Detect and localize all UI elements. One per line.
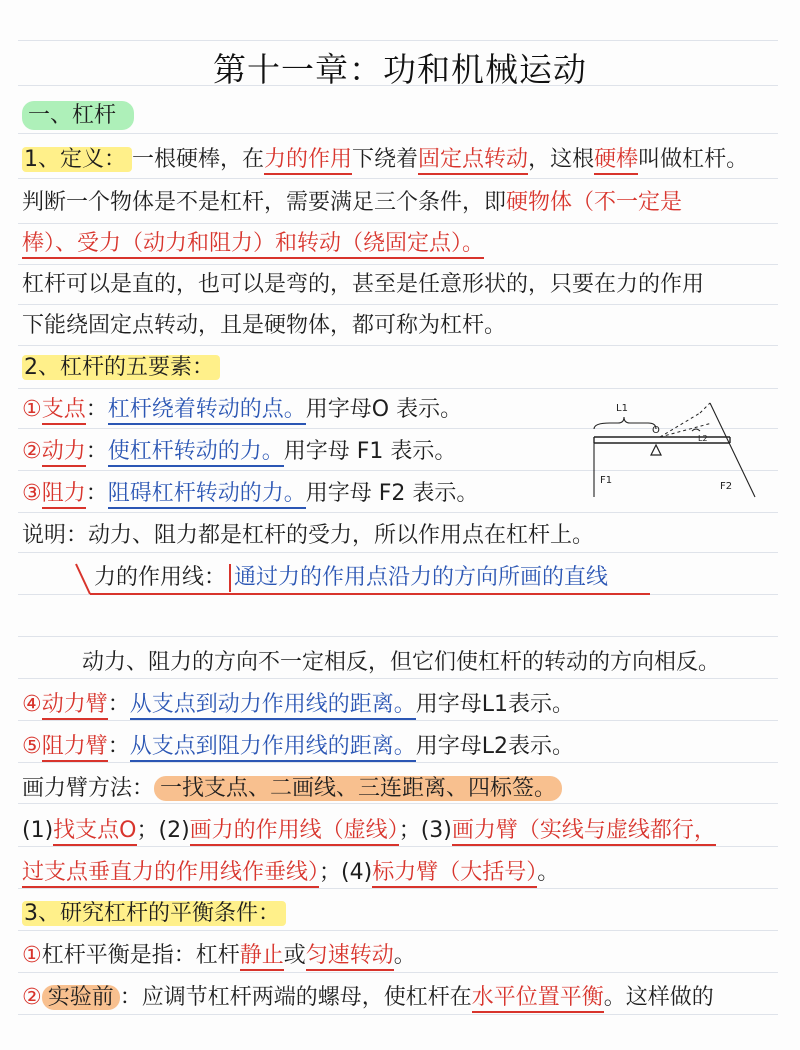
shape-line-2: 下能绕固定点转动，且是硬物体，都可称为杠杆。 xyxy=(22,313,507,338)
method-steps-line-2: 过支点垂直力的作用线作垂线）；(4)标力臂（大括号）。 xyxy=(22,858,559,888)
shape-line-1: 杠杆可以是直的，也可以是弯的，甚至是任意形状的，只要在力的作用 xyxy=(22,272,705,297)
action-line-definition: 力的作用线： 通过力的作用点沿力的方向所画的直线 xyxy=(94,565,609,590)
element-effort-arm: ④动力臂：从支点到动力作用线的距离。用字母L1表示。 xyxy=(22,690,574,720)
lever-diagram xyxy=(580,393,770,503)
conditions-line-1: 判断一个物体是不是杠杆，需要满足三个条件，即硬物体（不一定是 xyxy=(22,190,683,215)
element-fulcrum: ①支点：杠杆绕着转动的点。用字母O 表示。 xyxy=(22,395,462,425)
balance-definition: ①杠杆平衡是指：杠杆静止或匀速转动。 xyxy=(22,941,416,971)
label-O: O xyxy=(652,425,660,436)
label-L2: L2 xyxy=(698,434,708,443)
label-L1: L1 xyxy=(616,403,628,414)
section1-heading: 一、杠杆 xyxy=(22,101,134,131)
element-effort: ②动力：使杠杆转动的力。用字母 F1 表示。 xyxy=(22,437,456,467)
label-F1: F1 xyxy=(600,475,613,486)
method-line: 画力臂方法： 一找支点、二画线、三连距离、四标签。 xyxy=(22,774,562,804)
section3-heading: 3、研究杠杆的平衡条件： xyxy=(22,899,286,929)
conditions-line-2: 棒）、受力（动力和阻力）和转动（绕固定点）。 xyxy=(22,229,484,259)
page-title: 第十一章：功和机械运动 xyxy=(213,50,587,89)
explanation-line: 说明：动力、阻力都是杠杆的受力，所以作用点在杠杆上。 xyxy=(22,523,595,548)
label-F2: F2 xyxy=(720,481,733,492)
experiment-prep: ② 实验前 ：应调节杠杆两端的螺母，使杠杆在水平位置平衡。这样做的 xyxy=(22,983,714,1013)
direction-line: 动力、阻力的方向不一定相反，但它们使杠杆的转动的方向相反。 xyxy=(82,650,721,675)
element-resistance: ③阻力：阻碍杠杆转动的力。用字母 F2 表示。 xyxy=(22,479,478,509)
section2-heading: 2、杠杆的五要素： xyxy=(22,353,220,383)
definition-line: 1、定义： 一根硬棒，在力的作用下绕着固定点转动，这根硬棒叫做杠杆。 xyxy=(22,145,748,175)
element-resistance-arm: ⑤阻力臂：从支点到阻力作用线的距离。用字母L2表示。 xyxy=(22,732,574,762)
method-steps-line-1: (1)找支点O；(2)画力的作用线（虚线）；(3)画力臂（实线与虚线都行， xyxy=(22,816,716,846)
